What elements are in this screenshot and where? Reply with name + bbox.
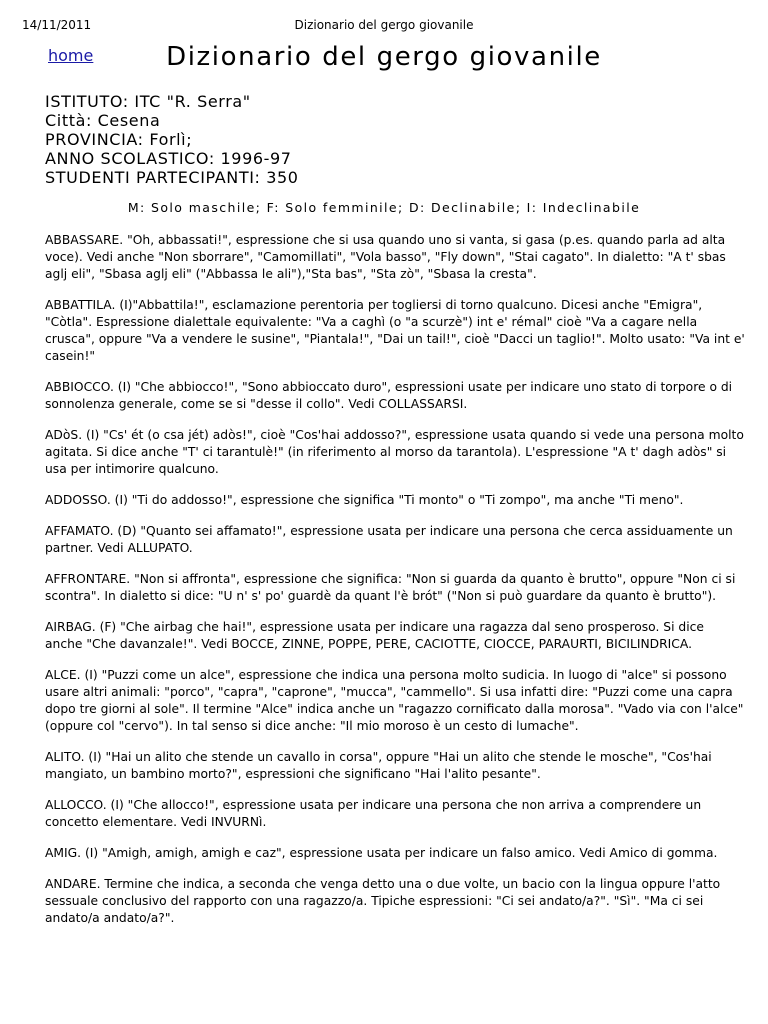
page-title: Dizionario del gergo giovanile <box>166 42 602 72</box>
entry-text: (I) "Cs' ét (o csa jét) adòs!", cioè "Cos'hai addosso?", espressione usata quando si vede una persona molto agitata. Si dice anche "T' ci tarantulè!" (in riferimento al morso da tarantola). L'espressione "A t' dagh adòs" si usa per intimorire qualcuno. <box>45 428 744 476</box>
entry-text: Termine che indica, a seconda che venga detto una o due volte, un bacio con la lingua oppure l'atto sessuale conclusivo del rapporto con una ragazzo/a. Tipiche espressioni: "Ci sei andato/a?". "Sì". "Ma ci sei andato/a andato/a?". <box>45 877 721 925</box>
entry-term: ADDOSSO. <box>45 493 111 507</box>
entry-text: (F) "Che airbag che hai!", espressione usata per indicare una ragazza dal seno prosperoso. Si dice anche "Che davanzale!". Vedi BOCCE, ZINNE, POPPE, PERE, CACIOTTE, CIOCCE, PARAURTI, BICILINDRICA. <box>45 620 704 651</box>
entry-term: ANDARE. <box>45 877 101 891</box>
dictionary-entry <box>45 427 745 478</box>
entry-term: ABBIOCCO. <box>45 380 114 394</box>
dictionary-entry <box>45 797 745 831</box>
entry-term: AIRBAG. <box>45 620 96 634</box>
entry-text: (I) "Amigh, amigh, amigh e caz", espressione usata per indicare un falso amico. Vedi Amico di gomma. <box>81 846 718 860</box>
legend: M: Solo maschile; F: Solo femminile; D: Declinabile; I: Indeclinabile <box>127 200 641 215</box>
entry-term: AFFAMATO. <box>45 524 114 538</box>
entry-text: (I) "Che abbiocco!", "Sono abbioccato duro", espressioni usate per indicare uno stato di torpore o di sonnolenza generale, come se si "desse il collo". Vedi COLLASSARSI. <box>45 380 733 411</box>
entry-text: (I) "Che allocco!", espressione usata per indicare una persona che non arriva a comprendere un concetto elementare. Vedi INVURNì. <box>45 798 702 829</box>
entry-text: (D) "Quanto sei affamato!", espressione usata per indicare una persona che cerca assiduamente un partner. Vedi ALLUPATO. <box>45 524 733 555</box>
entry-text: (I)"Abbattila!", esclamazione perentoria per togliersi di torno qualcuno. Dicesi anche "Emigra", "Còtla". Espressione dialettale equivalente: "Va a caghì (o "a scurzè") int e' rémal" cioè "Va a cagare nella crusca", oppure "Va a vendere le susine", "Piantala!", "Dai un tail!", cioè "Dacci un taglio!". Molto usato: "Va int e' casein!" <box>45 298 745 363</box>
entry-term: ALLOCCO. <box>45 798 107 812</box>
entry-text: (I) "Hai un alito che stende un cavallo in corsa", oppure "Hai un alito che stende le mosche", "Cos'hai mangiato, un bambino morto?", espressioni che significano "Hai l'alito pesante". <box>45 750 712 781</box>
dictionary-entry <box>45 571 745 605</box>
home-link[interactable]: home <box>48 46 94 65</box>
dictionary-entry <box>45 619 745 653</box>
entry-term: ABBATTILA. <box>45 298 116 312</box>
print-title: Dizionario del gergo giovanile <box>294 18 474 32</box>
entry-term: ALCE. <box>45 668 81 682</box>
entry-text: "Non si affronta", espressione che significa: "Non si guarda da quanto è brutto", oppure "Non ci si scontra". In dialetto si dice: "U n' s' po' guardè da quant l'è brót" ("Non si può guardare da quanto è brutto"). <box>45 572 736 603</box>
entry-term: AMIG. <box>45 846 82 860</box>
entry-term: ADòS. <box>45 428 83 442</box>
info-istituto: ISTITUTO: ITC "R. Serra" <box>45 92 251 111</box>
entry-text: (I) "Puzzi come un alce", espressione che indica una persona molto sudicia. In luogo di "alce" si possono usare altri animali: "porco", "capra", "caprone", "mucca", "cammello". Si usa infatti dire: "Puzzi come una capra dopo tre giorni al sole". Il termine "Alce" indica anche un "ragazzo cornificato dalla morosa". "Vado via con l'alce" (oppure col "cervo"). In tal senso si dice anche: "Il mio moroso è un cesto di lumache". <box>45 668 744 733</box>
info-anno: ANNO SCOLASTICO: 1996-97 <box>45 149 292 168</box>
print-date: 14/11/2011 <box>22 18 92 32</box>
dictionary-entry <box>45 297 745 365</box>
info-provincia: PROVINCIA: Forlì; <box>45 130 193 149</box>
dictionary-entry <box>45 845 745 862</box>
dictionary-entry <box>45 379 745 413</box>
dictionary-entry <box>45 667 745 735</box>
info-citta: Città: Cesena <box>45 111 161 130</box>
dictionary-entry <box>45 749 745 783</box>
entry-text: "Oh, abbassati!", espressione che si usa quando uno si vanta, si gasa (p.es. quando parla ad alta voce). Vedi anche "Non sborrare", "Camomillati", "Vola basso", "Fly down", "Stai cagato". In dialetto: "A t' sbas aglj eli", "Sbasa aglj eli" ("Abbassa le ali"),"Sta bas", "Sta zò", "Sbasa la cresta". <box>45 233 726 281</box>
entry-text: (I) "Ti do addosso!", espressione che significa "Ti monto" o "Ti zompo", ma anche "Ti meno". <box>110 493 684 507</box>
entry-term: ALITO. <box>45 750 85 764</box>
dictionary-entry <box>45 492 745 509</box>
dictionary-entry <box>45 523 745 557</box>
entry-term: AFFRONTARE. <box>45 572 131 586</box>
entry-term: ABBASSARE. <box>45 233 124 247</box>
info-studenti: STUDENTI PARTECIPANTI: 350 <box>45 168 299 187</box>
dictionary-entries <box>45 232 745 941</box>
dictionary-entry <box>45 232 745 283</box>
dictionary-entry <box>45 876 745 927</box>
school-info <box>45 92 299 187</box>
print-header <box>0 17 768 33</box>
